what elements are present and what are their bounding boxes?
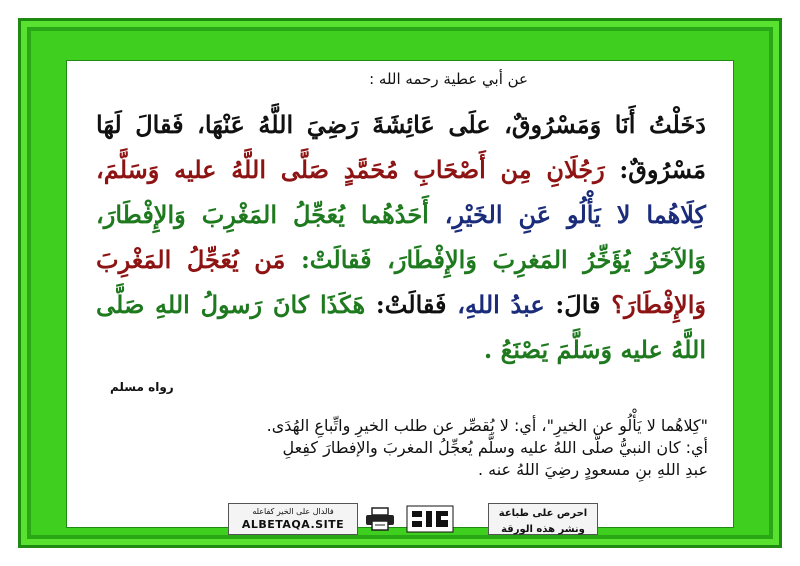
footer [228,503,598,535]
footer-print-line-1: احرص على طباعة [498,508,588,519]
hadith-seg-5: مَن يُعَجِّلُ المَغْرِبَ وَالإِفْطَارَ؟ [96,245,706,319]
hadith-text [96,102,706,372]
hadith-seg-7: عبدُ اللهِ، [446,290,545,319]
albetaqa-logo-icon [406,505,454,533]
footer-site-box [228,503,358,535]
hadith-seg-8: فَقالَتْ: [365,290,447,319]
hadith-seg-3: كِلَاهُما لا يَأْلُو عَنِ الخَيْرِ، [428,200,706,229]
hadith-seg-9: هَكَذَا كانَ رَسولُ اللهِ صَلَّى اللَّهُ عليه وَسَلَّمَ يَصْنَعُ . [96,290,706,364]
hadith-seg-2: رَجُلَانِ مِن أَصْحَابِ مُحَمَّدٍ صَلَّى اللَّهُ عليه وَسَلَّمَ، [96,155,605,184]
footer-site-link[interactable]: ALBETAQA.SITE [241,518,345,531]
footer-print-box [488,503,598,535]
explanation-line-1: "كِلاهُما لا يَأْلُو عن الخيرِ"، أي: لا يُقصِّر عن طلب الخيرِ واتِّباعِ الهُدَى. [266,416,708,435]
hadith-seg-1: دَخَلْتُ أَنَا وَمَسْرُوقٌ، علَى عَائِشَةَ رَضِيَ اللَّهُ عَنْهَا، فَقالَ لَهَا مَسْرُوقٌ: [96,110,707,184]
footer-print-line-2: ونشر هذه الورقة [501,524,585,535]
explanation-line-2: أي: كان النبيُّ صلَّى اللهُ عليه وسلَّم يُعجِّلُ المغربَ والإفطارَ كفِعلِ [282,438,708,457]
explanation-line-3: عبدِ اللهِ بنِ مسعودٍ رضِيَ اللهُ عنه . [477,460,708,479]
narrator-source: رواه مسلم [110,380,174,394]
printer-icon [364,507,396,531]
hadith-intro: عن أبي عطية رحمه الله : [369,70,528,88]
explanation [96,415,708,481]
hadith-seg-6: قالَ: [544,290,601,319]
hadith-seg-4: أَحَدُهُما يُعَجِّلُ المَغْرِبَ وَالإِفْطَارَ، وَالآخَرُ يُؤَخِّرُ المَغرِبَ وَالإِفْطَارَ، فَقالَتْ: [96,200,706,274]
footer-slogan: فالدال على الخير كفاعله [252,507,334,516]
